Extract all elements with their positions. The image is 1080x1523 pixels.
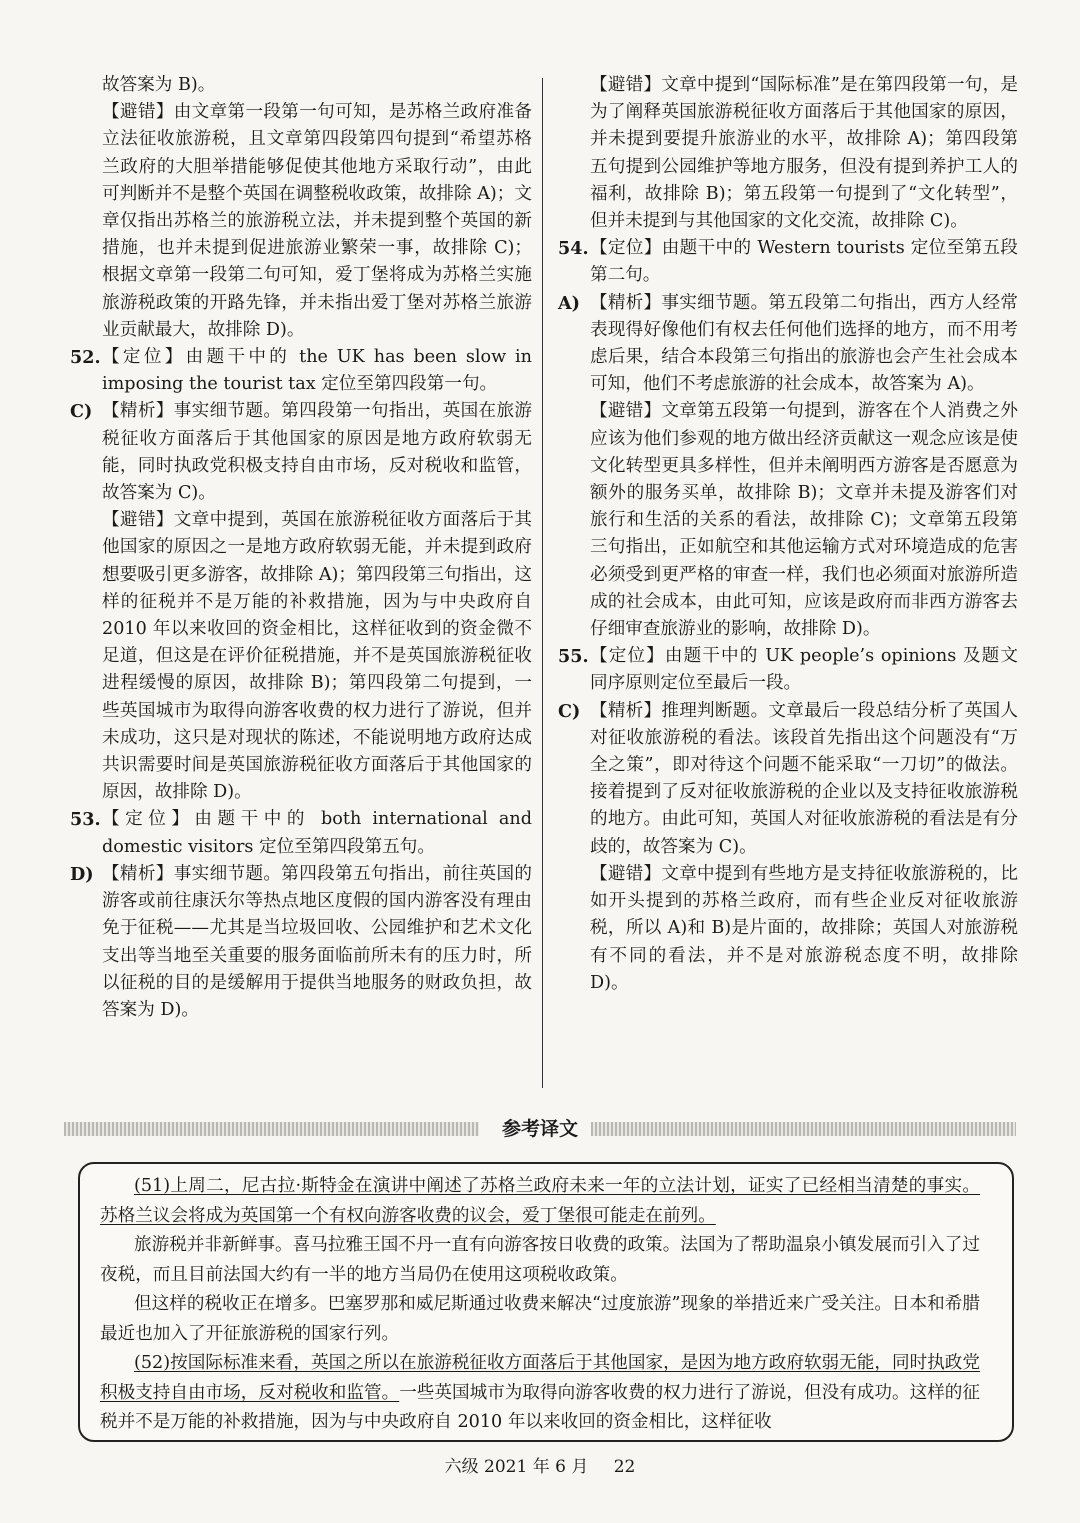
translation-box — [78, 1162, 1014, 1442]
footer-label: 六级 2021 年 6 月 — [444, 1457, 589, 1477]
q51-avoid-error: 【避错】由文章第一段第一句可知，是苏格兰政府准备立法征收旅游税，且文章第四段第四句提到“希望苏格兰政府的大胆举措能够促使其他地方采取行动”，由此可判断并不是整个英国在调整税收政策，故排除 A)；文章仅指出苏格兰的旅游税立法，并未提到整个英国的新措施，也并未提到促进旅游业繁荣一事，故排除 C)；根据文章第一段第二句可知，爱丁堡将成为苏格兰实施旅游税政策的开路先锋，并未指出爱丁堡对苏格兰旅游业贡献最大，故排除 D)。 — [102, 102, 532, 340]
decorative-stripe-right — [591, 1122, 1016, 1136]
translation-p4-rest: 一些英国城市为取得向游客收费的权力进行了游说，但没有成功。这样的征税并不是万能的补救措施，因为与中央政府自 2010 年以来收回的资金相比，这样征收 — [100, 1382, 980, 1432]
q54-analysis-text: 【精析】事实细节题。第五段第二句指出，西方人经常表现得好像他们有权去任何他们选择的地方，而不用考虑后果，结合本段第三句指出的旅游也会产生社会成本可知，他们不考虑旅游的社会成本，故答案为 A)。 — [590, 292, 1018, 395]
q52-locate-text: 【定位】由题干中的 the UK has been slow in imposing the tourist tax 定位至第四段第一句。 — [102, 347, 532, 395]
q54-answer: A) — [558, 292, 580, 314]
q52-analysis — [70, 398, 532, 507]
q55-number: 55. — [558, 646, 589, 668]
q53-analysis — [70, 861, 532, 1024]
q54-avoid-error: 【避错】文章第五段第一句提到，游客在个人消费之外应该为他们参观的地方做出经济贡献这一观念应该是使文化转型更具多样性，但并未阐明西方游客是否愿意为额外的服务买单，故排除 B)；文章并未提及游客们对旅行和生活的关系的看法，故排除 C)；文章第五段第三句指出，正如航空和其他运输方式对环境造成的危害必须受到更严格的审查一样，我们也必须面对旅游所造成的社会成本，由此可知，应该是政府而非西方游客去仔细审查旅游业的影响，故排除 D)。 — [590, 401, 1018, 640]
translation-p4-underlined: (52)按国际标准来看，英国之所以在旅游税征收方面落后于其他国家，是因为地方政府软弱无能，同时执政党积极支持自由市场，反对税收和监管。 — [100, 1353, 980, 1403]
q53-answer: D) — [70, 863, 94, 885]
q52-analysis-text: 【精析】事实细节题。第四段第一句指出，英国在旅游税征收方面落后于其他国家的原因是地方政府软弱无能，同时执政党积极支持自由市场，反对税收和监管，故答案为 C)。 — [102, 401, 532, 504]
decorative-stripe-left — [64, 1122, 479, 1136]
left-column — [70, 72, 532, 1024]
q55-locate-text: 【定位】由题干中的 UK people’s opinions 及题文同序原则定位至最后一段。 — [590, 646, 1018, 694]
translation-paragraph-4 — [100, 1349, 980, 1438]
q54-locate-text: 【定位】由题干中的 Western tourists 定位至第五段第二句。 — [590, 238, 1018, 286]
q54-locate — [558, 235, 1018, 289]
q55-avoid-error: 【避错】文章中提到有些地方是支持征收旅游税的，比如开头提到的苏格兰政府，而有些企业反对征收旅游税，所以 A)和 B)是片面的，故排除；英国人对旅游税有不同的看法，并不是对旅游税态度不明，故排除 D)。 — [590, 863, 1018, 993]
q53-locate — [70, 806, 532, 860]
q53-analysis-text: 【精析】事实细节题。第四段第五句指出，前往英国的游客或前往康沃尔等热点地区度假的国内游客没有理由免于征税——尤其是当垃圾回收、公园维护和艺术文化支出等当地至关重要的服务面临前所未有的压力时，所以征税的目的是缓解用于提供当地服务的财政负担，故答案为 D)。 — [102, 863, 532, 1020]
section-header-bar — [64, 1112, 1016, 1146]
q52-locate — [70, 344, 532, 398]
page-number: 22 — [613, 1457, 636, 1477]
q53-locate-text: 【定位】由题干中的 both international and domestic visitors 定位至第四段第五句。 — [102, 809, 532, 857]
q54-analysis — [558, 290, 1018, 399]
translation-paragraph-3: 但这样的税收正在增多。巴塞罗那和威尼斯通过收费来解决“过度旅游”现象的举措近来广受关注。日本和希腊最近也加入了开征旅游税的国家行列。 — [100, 1294, 980, 1344]
q53-avoid-error: 【避错】文章中提到“国际标准”是在第四段第一句，是为了阐释英国旅游税征收方面落后于其他国家的原因，并未提到要提升旅游业的水平，故排除 A)；第四段第五句提到公园维护等地方服务，但没有提到养护工人的福利，故排除 B)；第五段第一句提到了“文化转型”，但并未提到与其他国家的文化交流，故排除 C)。 — [590, 75, 1018, 232]
page-footer — [0, 1452, 1080, 1477]
translation-paragraph-1 — [100, 1172, 980, 1231]
q53-number: 53. — [70, 809, 101, 831]
q52-number: 52. — [70, 347, 101, 369]
q52-answer: C) — [70, 401, 93, 423]
q55-analysis — [558, 698, 1018, 861]
q55-analysis-text: 【精析】推理判断题。文章最后一段总结分析了英国人对征收旅游税的看法。该段首先指出这个问题没有“万全之策”，即对待这个问题不能采取“一刀切”的做法。接着提到了反对征收旅游税的企业以及支持征收旅游税的地方。由此可知，英国人对征收旅游税的看法是有分歧的，故答案为 C)。 — [590, 700, 1018, 857]
right-column — [558, 72, 1018, 997]
translation-content — [100, 1172, 980, 1438]
answer-continuation: 故答案为 B)。 — [102, 75, 216, 95]
translation-paragraph-2: 旅游税并非新鲜事。喜马拉雅王国不丹一直有向游客按日收费的政策。法国为了帮助温泉小镇发展而引入了过夜税，而且目前法国大约有一半的地方当局仍在使用这项税收政策。 — [100, 1235, 980, 1285]
q52-avoid-error: 【避错】文章中提到，英国在旅游税征收方面落后于其他国家的原因之一是地方政府软弱无能，并未提到政府想要吸引更多游客，故排除 A)；第四段第三句指出，这样的征税并不是万能的补救措施，因为与中央政府自 2010 年以来收回的资金相比，这样征收到的资金微不足道，但这是在评价征税措施，并不是英国旅游税征收进程缓慢的原因，故排除 B)；第四段第二句提到，一些英国城市为取得向游客收费的权力进行了游说，但并未成功，这只是对现状的陈述，不能说明地方政府达成共识需要时间是英国旅游税征收方面落后于其他国家的原因，故排除 D)。 — [102, 510, 532, 803]
translation-p1-underlined: (51)上周二，尼古拉·斯特金在演讲中阐述了苏格兰政府未来一年的立法计划，证实了已经相当清楚的事实。苏格兰议会将成为英国第一个有权向游客收费的议会，爱丁堡很可能走在前列。 — [100, 1176, 980, 1226]
q55-locate — [558, 643, 1018, 697]
q55-answer: C) — [558, 700, 581, 722]
q54-number: 54. — [558, 238, 589, 260]
column-divider — [542, 78, 543, 1088]
section-title: 参考译文 — [501, 1118, 578, 1140]
